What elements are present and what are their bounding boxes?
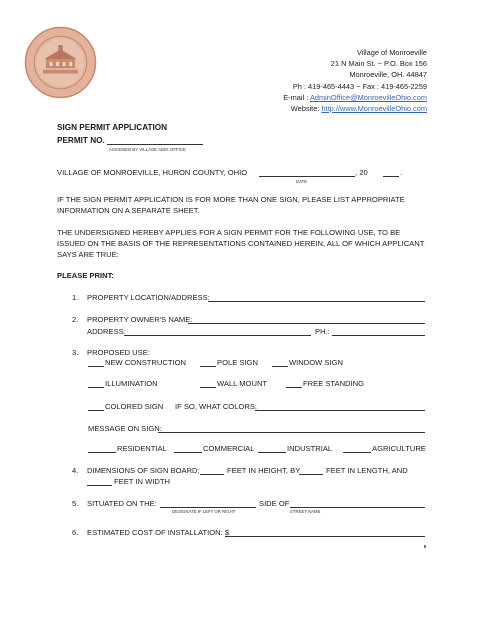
owner-address-field[interactable] [124, 335, 311, 336]
village-email-row [283, 92, 427, 103]
situated-label: SITUATED ON THE: [87, 499, 157, 508]
permit-assigned-note: ASSIGNED BY VILLAGE ADM. OFFICE [109, 147, 186, 152]
scan-mark [424, 545, 426, 548]
owner-name-label: PROPERTY OWNER'S NAME: [87, 315, 193, 324]
colors-field[interactable] [255, 410, 425, 411]
length-label: FEET IN LENGTH, AND [326, 466, 408, 475]
residential-checkbox[interactable] [88, 452, 116, 453]
illumination-label: ILLUMINATION [105, 379, 158, 388]
length-field[interactable] [299, 474, 323, 475]
permit-no-field[interactable] [107, 144, 203, 145]
width-label: FEET IN WIDTH [114, 477, 170, 486]
colored-sign-label: COLORED SIGN [105, 402, 164, 411]
pole-sign-checkbox[interactable] [200, 366, 216, 367]
year-field[interactable] [383, 176, 399, 177]
village-county-line: VILLAGE OF MONROEVILLE, HURON COUNTY, OHIO [57, 168, 248, 177]
village-address: 21 N Main St. ~ P.O. Box 156 [330, 59, 427, 69]
website-link[interactable]: http://www.MonroevilleOhio.com [321, 104, 427, 114]
item-number-3: 3. [72, 348, 79, 357]
message-on-sign-field[interactable] [158, 432, 425, 433]
industrial-checkbox[interactable] [258, 452, 286, 453]
date-label: DATE [296, 179, 308, 184]
item-number-1: 1. [72, 293, 79, 302]
new-construction-checkbox[interactable] [88, 366, 104, 367]
residential-label: RESIDENTIAL [117, 444, 167, 453]
applicant-declaration: THE UNDERSIGNED HEREBY APPLIES FOR A SIGN PERMIT FOR THE FOLLOWING USE, TO BE ISSUED ON THE BASIS OF THE REPRESENTATIONS CONTAINED HEREIN, ALL OF WHICH APPLICANT SAYS ARE TRUE: [57, 228, 425, 259]
wall-mount-label: WALL MOUNT [217, 379, 268, 388]
window-sign-label: WINDOW SIGN [289, 358, 343, 367]
estimated-cost-field[interactable] [225, 536, 425, 537]
street-name-note: STREET NAME [290, 509, 321, 514]
window-sign-checkbox[interactable] [272, 366, 288, 367]
message-on-sign-label: MESSAGE ON SIGN: [88, 424, 162, 433]
free-standing-checkbox[interactable] [286, 387, 302, 388]
item-number-5: 5. [72, 499, 79, 508]
email-label: E-mail : [283, 92, 310, 102]
item-number-2: 2. [72, 315, 79, 324]
permit-no-label: PERMIT NO. [57, 136, 105, 145]
width-field[interactable] [87, 485, 112, 486]
estimated-cost-label: ESTIMATED COST OF INSTALLATION: $ [87, 528, 230, 537]
owner-phone-label: PH.: [315, 327, 330, 336]
village-name: Village of Monroeville [356, 48, 427, 57]
side-of-label: SIDE OF [259, 499, 290, 508]
commercial-checkbox[interactable] [174, 452, 202, 453]
property-address-label: PROPERTY LOCATION/ADDRESS: [87, 293, 210, 302]
free-standing-label: FREE STANDING [303, 379, 365, 388]
item-number-4: 4. [72, 466, 79, 475]
owner-address-label: ADDRESS: [87, 327, 126, 336]
industrial-label: INDUSTRIAL [287, 444, 333, 453]
street-name-field[interactable] [290, 507, 425, 508]
height-field[interactable] [200, 474, 224, 475]
item-number-6: 6. [72, 528, 79, 537]
village-contact-block [283, 47, 427, 114]
website-label: Website: [290, 104, 322, 114]
designate-note: DESIGNATE IF LEFT OR RIGHT [172, 509, 236, 514]
illumination-checkbox[interactable] [88, 387, 104, 388]
village-website-row [283, 103, 427, 114]
agriculture-checkbox[interactable] [343, 452, 371, 453]
multiple-signs-note: IF THE SIGN PERMIT APPLICATION IS FOR MORE THAN ONE SIGN, PLEASE LIST APPROPRIATE INFORMATION ON A SEPARATE SHEET. [57, 195, 405, 215]
please-print-heading: PLEASE PRINT: [57, 271, 114, 280]
property-address-field[interactable] [208, 301, 425, 302]
date-field[interactable] [259, 176, 355, 177]
year-suffix: . [400, 168, 403, 177]
village-city: Monroeville, OH. 44847 [349, 70, 427, 80]
email-link[interactable]: AdminOffice@MonroevilleOhio.com [309, 92, 427, 102]
left-right-field[interactable] [160, 507, 256, 508]
owner-phone-field[interactable] [332, 335, 425, 336]
proposed-use-label: PROPOSED USE: [87, 348, 150, 357]
owner-name-field[interactable] [188, 323, 425, 324]
dimensions-label: DIMENSIONS OF SIGN BOARD: [87, 466, 200, 475]
wall-mount-checkbox[interactable] [200, 387, 216, 388]
what-colors-label: IF SO, WHAT COLORS: [175, 402, 257, 411]
pole-sign-label: POLE SIGN [217, 358, 258, 367]
colored-sign-checkbox[interactable] [88, 410, 104, 411]
village-phone: Ph : 419-465-4443 ~ Fax : 419-465-2259 [292, 81, 427, 91]
year-prefix: , 20 [355, 168, 368, 177]
new-construction-label: NEW CONSTRUCTION [105, 358, 186, 367]
height-label: FEET IN HEIGHT, BY [227, 466, 301, 475]
village-seal-icon [24, 26, 97, 99]
commercial-label: COMMERCIAL [203, 444, 255, 453]
agriculture-label: AGRICULTURE [372, 444, 426, 453]
form-title: SIGN PERMIT APPLICATION [57, 123, 168, 132]
